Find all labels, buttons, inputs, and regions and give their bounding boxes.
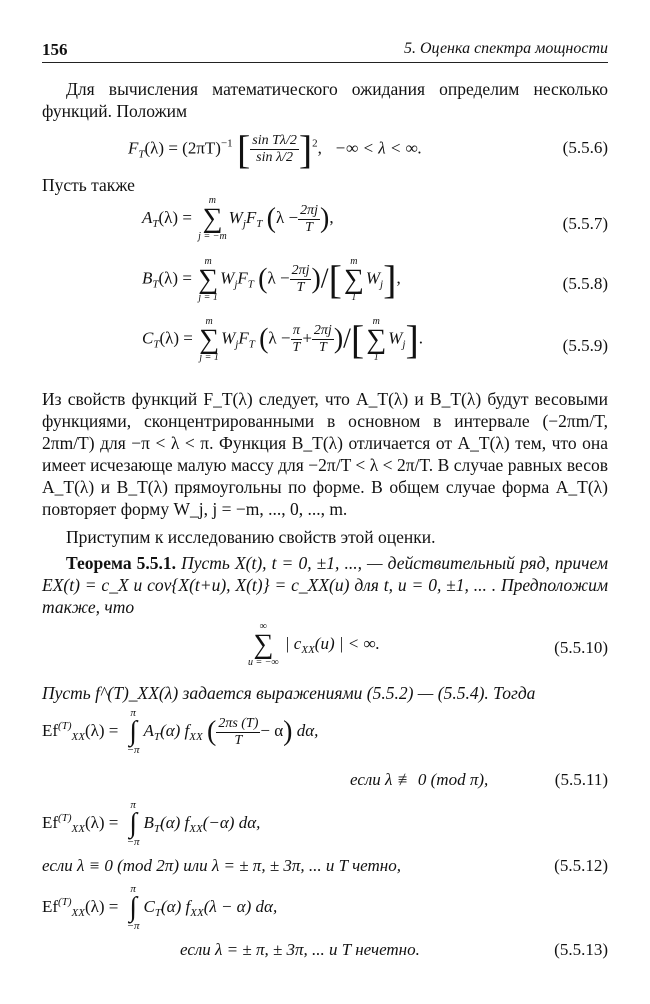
eq558-lhs-sub: T xyxy=(152,278,159,291)
given-text: Пусть f^(T)_XX(λ) задается выражениями (5.5.2) — (5.5.4). Тогда xyxy=(42,683,536,703)
eq559-lhs: C xyxy=(142,328,154,348)
eq5512-body-b-sub: XX xyxy=(189,822,203,835)
eq5510-sum-bot: u = −∞ xyxy=(248,657,279,668)
eq556-exp: −1 xyxy=(220,137,233,150)
eq558-f: F xyxy=(237,268,248,288)
eq5511-arg: (λ) = xyxy=(84,720,119,740)
eq5512-body-tail: (−α) dα, xyxy=(202,812,261,832)
eq-number-5-5-11: (5.5.11) xyxy=(554,770,608,789)
eq559-fraction-2 xyxy=(312,324,334,355)
eq558-div-term-sub: j xyxy=(380,278,384,291)
also-paragraph xyxy=(42,174,608,196)
eq5513-body-tail: (λ − α) dα, xyxy=(203,896,278,916)
eq557-tail: , xyxy=(329,207,334,227)
eq556-arg: (λ) = (2πT) xyxy=(144,138,221,158)
eq5511-body-b: (α) f xyxy=(160,720,190,740)
eq558-term-sub: j xyxy=(234,278,238,291)
eq557-f: F xyxy=(245,207,257,227)
equation-5-5-10 xyxy=(246,622,380,668)
equation-5-5-7: $A_T(\lambda)$ = m ∑ j = −m $W_jF_T$ (λ − $\frac{2\pi j}{T}$ ), xyxy=(142,195,334,242)
properties-paragraph xyxy=(42,388,608,520)
eq559-lhs-sub: T xyxy=(153,338,160,351)
intro-text: Для вычисления математического ожидания определим несколько функций. Положим xyxy=(42,79,608,121)
eq559-frac2-num: 2πj xyxy=(313,323,332,338)
page-number: 156 xyxy=(42,40,68,59)
eq556-frac-num: sin Tλ/2 xyxy=(252,133,297,148)
eq557-lhs: A xyxy=(142,207,153,227)
eq5513-lhs-sup: (T) xyxy=(58,895,72,908)
equation-5-5-11: $Ef^{(T)}_{XX}(\lambda)$ = π ∫ −π $A_T(\alpha)$ $f_{XX}$ ( $\frac{2\pi s (T)}{T}$ − α) dα, xyxy=(42,707,319,756)
eq5512-lhs-sub: XX xyxy=(71,822,85,835)
eq559-f: F xyxy=(238,328,249,348)
eq557-term-sub: j xyxy=(242,217,246,230)
eq5511-fraction xyxy=(216,717,260,748)
eq5511-lhs-sub: XX xyxy=(71,730,85,743)
eq559-arg: (λ) = xyxy=(159,328,193,348)
eq-number-5-5-8: (5.5.8) xyxy=(562,274,608,293)
eq556-frac-den: sin λ/2 xyxy=(256,150,293,165)
eq5512-arg: (λ) = xyxy=(84,812,119,832)
eq5513-body-a-sub: T xyxy=(154,906,162,919)
eq5513-int-bot: −π xyxy=(126,920,140,932)
eq5511-int-top: π xyxy=(130,707,136,719)
eq556-lhs: F xyxy=(128,138,139,158)
eq558-sum-bot: j = 1 xyxy=(198,291,218,303)
eq559-frac1-num: π xyxy=(291,324,303,340)
eq558-div-sum-bot: 1 xyxy=(351,291,357,303)
properties-text: Из свойств функций F_T(λ) следует, что A_T(λ) и B_T(λ) будут весовыми функциями, сконцентрированными в основном в интервале (−2πm/T, 2πm/T) для −π < λ < π. Функция B_T(λ) отличается от A_T(λ) тем, что она имеет исчезающе малую массу для −2π/T < λ < 2π/T. В случае равных весов A_T(λ) и B_T(λ) прямоугольны по форме. В общем случае форма A_T(λ) повторяет форму W_j, j = −m, ..., 0, ..., m. xyxy=(42,389,608,519)
eq5512-condition: если λ ≡ 0 (mod 2π) или λ = ± π, ± 3π, ... и T четно, xyxy=(42,856,401,875)
eq5510-sum-top: ∞ xyxy=(259,621,267,632)
eq557-frac-num: 2πj xyxy=(300,202,318,218)
eq557-inner: λ − xyxy=(276,207,299,227)
eq5513-integral: π ∫ −π xyxy=(126,883,140,932)
also-text: Пусть также xyxy=(42,175,135,195)
equation-5-5-8: $B_T(\lambda)$ = m ∑ j = 1 $W_jF_T$ (λ − $\frac{2\pi j}{T}$ )/[ m ∑ 1 $W_j$], xyxy=(142,255,401,303)
eq5511-condition: если λ ≢ 0 (mod π), xyxy=(350,770,489,789)
eq557-f-sub: T xyxy=(256,217,263,230)
eq5511-lhs-sup: (T) xyxy=(58,719,72,732)
eq5511-body-b-sub: XX xyxy=(189,730,203,743)
eq5512-int-top: π xyxy=(130,799,136,811)
eq558-arg: (λ) = xyxy=(158,268,192,288)
eq559-term-sub: j xyxy=(235,338,239,351)
eq559-div-sum-top: m xyxy=(372,315,380,327)
eq557-term: W xyxy=(228,207,243,227)
eq559-frac1-den: T xyxy=(292,340,301,355)
theorem-label: Теорема 5.5.1. xyxy=(66,553,177,573)
eq-number-5-5-9: (5.5.9) xyxy=(562,336,608,355)
theorem-text: Пусть X(t), t = 0, ±1, ..., — действительный ряд, причем EX(t) = c_X и cov{X(t+u), X(t)} = c_XX(u) для t, u = 0, ±1, ... . Предположим также, что xyxy=(42,553,608,617)
eq557-sum-top: m xyxy=(208,195,217,206)
eq-number-5-5-13: (5.5.13) xyxy=(554,940,608,959)
eq559-term: W xyxy=(221,328,236,348)
eq559-div-term-sub: j xyxy=(402,338,406,351)
eq556-frac-exp: 2 xyxy=(312,137,318,150)
eq5513-lhs-sub: XX xyxy=(71,906,85,919)
eq-number-5-5-6: (5.5.6) xyxy=(562,138,608,157)
given-paragraph xyxy=(42,682,608,704)
eq5510-body-sub: XX xyxy=(301,643,315,656)
eq559-plus: + xyxy=(302,328,312,348)
equation-5-5-9: $C_T(\lambda)$ = m ∑ j = 1 $W_jF_T$ (λ − $\frac{\pi}{T}$ + $\frac{2\pi j}{T}$ )/[ m ∑ 1 $W_j$]. xyxy=(142,315,424,363)
eq5512-lhs: Ef xyxy=(42,812,59,832)
eq559-div-term: W xyxy=(388,328,403,348)
eq5511-inner-tail: − α xyxy=(260,720,284,740)
intro-paragraph xyxy=(42,78,608,122)
running-title: 5. Оценка спектра мощности xyxy=(404,40,608,57)
eq5511-frac-num: 2πs (T) xyxy=(218,715,259,731)
eq556-range: −∞ < λ < ∞. xyxy=(334,138,422,158)
equation-5-5-12 xyxy=(42,800,260,848)
eq5513-lhs: Ef xyxy=(42,896,59,916)
eq557-lhs-sub: T xyxy=(152,217,159,230)
eq-number-5-5-10: (5.5.10) xyxy=(554,638,608,657)
eq557-sum-bot: j = −m xyxy=(198,231,227,242)
eq558-f-sub: T xyxy=(247,278,254,291)
equation-5-5-6: $F_T(\lambda) = (2\pi T)^{-1}$ [ $\frac{\text{sin Tλ/2}}{\text{sin λ/2}}$ ]$^2$, −∞ < λ < ∞. xyxy=(128,127,422,172)
eq5511-lhs: Ef xyxy=(42,720,59,740)
eq5510-body-tail: (u) | < ∞. xyxy=(314,633,380,653)
eq5511-body-a: A xyxy=(143,720,154,740)
eq558-sum-top: m xyxy=(204,255,212,267)
eq556-fraction xyxy=(250,134,299,165)
eq558-div-sum-top: m xyxy=(350,255,358,267)
eq559-tail: . xyxy=(418,328,424,348)
eq5511-int-bot: −π xyxy=(126,744,140,756)
eq5512-body-b: (α) f xyxy=(160,812,190,832)
eq559-inner: λ − xyxy=(268,328,291,348)
eq5510-sum: ∞ ∑ u = −∞ xyxy=(248,621,279,668)
eq559-sum-bot: j = 1 xyxy=(199,351,219,363)
proceed-text: Приступим к исследованию свойств этой оценки. xyxy=(66,527,436,547)
eq5511-integral: π ∫ −π xyxy=(126,707,140,756)
eq5512-integral: π ∫ −π xyxy=(126,799,140,848)
eq-number-5-5-7: (5.5.7) xyxy=(562,214,608,233)
eq558-tail: , xyxy=(396,268,401,288)
eq557-arg: (λ) = xyxy=(158,207,192,227)
eq558-lhs: B xyxy=(142,268,153,288)
eq559-fraction-1 xyxy=(291,324,303,355)
eq559-div-sum-bot: 1 xyxy=(373,351,379,363)
eq5512-body-a: B xyxy=(143,812,154,832)
eq558-sum: m ∑ j = 1 xyxy=(198,255,219,303)
eq5512-body-a-sub: T xyxy=(153,822,161,835)
eq557-fraction xyxy=(298,204,320,235)
eq557-frac-den: T xyxy=(305,219,313,235)
eq5513-arg: (λ) = xyxy=(84,896,119,916)
eq558-term: W xyxy=(220,268,235,288)
eq558-div-sum: m ∑ 1 xyxy=(343,255,364,303)
eq559-div-sum: m ∑ 1 xyxy=(366,315,387,363)
eq5511-body-a-sub: T xyxy=(153,730,161,743)
page-header xyxy=(42,40,608,62)
equation-5-5-13 xyxy=(42,884,277,932)
eq559-frac2-den: T xyxy=(318,340,327,355)
eq559-sum: m ∑ j = 1 xyxy=(199,315,220,363)
eq558-frac-den: T xyxy=(296,280,305,295)
eq5510-body: | c xyxy=(284,633,302,653)
eq558-div-term: W xyxy=(365,268,381,288)
eq5513-body-b-sub: XX xyxy=(190,906,204,919)
eq559-f-sub: T xyxy=(248,338,255,351)
header-rule xyxy=(42,62,608,63)
eq558-fraction xyxy=(290,264,312,295)
theorem-paragraph xyxy=(42,552,608,618)
eq5513-int-top: π xyxy=(130,883,136,895)
eq559-sum-top: m xyxy=(205,315,213,327)
eq558-frac-num: 2πj xyxy=(291,263,310,278)
eq5513-condition: если λ = ± π, ± 3π, ... и T нечетно. xyxy=(180,940,420,959)
eq5511-tail: dα, xyxy=(296,720,319,740)
eq5513-body-a: C xyxy=(143,896,155,916)
eq5512-lhs-sup: (T) xyxy=(58,811,72,824)
eq556-lhs-sub: T xyxy=(138,148,145,161)
proceed-paragraph xyxy=(42,526,608,548)
eq5513-body-b: (α) f xyxy=(161,896,191,916)
eq558-inner: λ − xyxy=(267,268,290,288)
eq5511-frac-den: T xyxy=(234,732,243,748)
eq5512-int-bot: −π xyxy=(126,836,140,848)
eq557-sum: m ∑ j = −m xyxy=(198,195,227,242)
eq-number-5-5-12: (5.5.12) xyxy=(554,856,608,875)
